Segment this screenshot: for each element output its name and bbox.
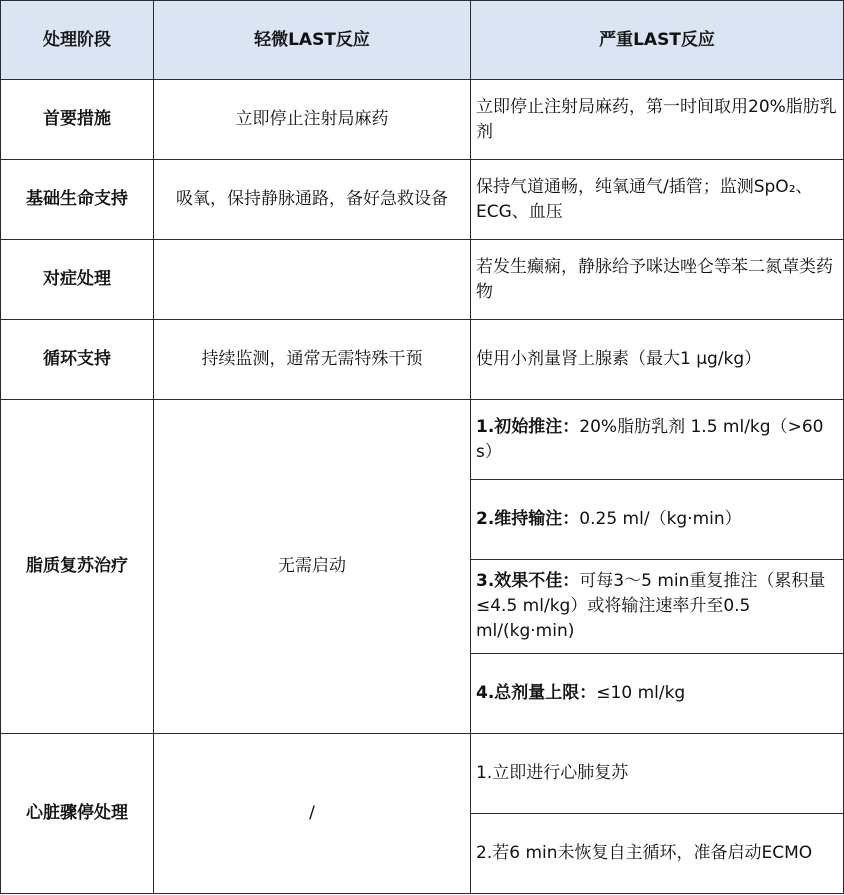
mild-cell: /	[154, 734, 471, 894]
item-label: 3.效果不佳：	[476, 571, 580, 591]
table-row	[1, 160, 844, 240]
item-label: 4.总剂量上限：	[476, 683, 597, 703]
severe-cell: 使用小剂量肾上腺素（最大1 μg/kg）	[471, 320, 844, 400]
stage-cell: 心脏骤停处理	[1, 734, 154, 894]
severe-cell	[471, 560, 844, 654]
header-severe: 严重LAST反应	[471, 1, 844, 80]
item-label: 1.初始推注：	[476, 416, 580, 437]
severe-cell	[471, 654, 844, 734]
stage-cell: 对症处理	[1, 240, 154, 320]
header-row	[1, 1, 844, 80]
item-text: 0.25 ml/（kg·min）	[579, 509, 742, 529]
table-row	[1, 320, 844, 400]
severe-cell: 2.若6 min未恢复自主循环，准备启动ECMO	[471, 814, 844, 894]
severe-cell: 立即停止注射局麻药，第一时间取用20%脂肪乳剂	[471, 80, 844, 160]
item-label: 2.维持输注：	[476, 509, 580, 529]
severe-cell: 保持气道通畅，纯氧通气/插管；监测SpO₂、ECG、血压	[471, 160, 844, 240]
header-mild: 轻微LAST反应	[154, 1, 471, 80]
severe-cell	[471, 480, 844, 560]
severe-cell	[471, 400, 844, 480]
mild-cell: 持续监测，通常无需特殊干预	[154, 320, 471, 400]
table-row	[1, 240, 844, 320]
item-text: 20%脂肪乳剂 1.5 ml/kg（>60 s）	[476, 416, 824, 462]
table-row	[1, 80, 844, 160]
header-stage: 处理阶段	[1, 1, 154, 80]
stage-cell: 首要措施	[1, 80, 154, 160]
stage-cell: 循环支持	[1, 320, 154, 400]
mild-cell: 无需启动	[154, 400, 471, 734]
severe-cell: 1.立即进行心肺复苏	[471, 734, 844, 814]
mild-cell: 吸氧，保持静脉通路，备好急救设备	[154, 160, 471, 240]
mild-cell: 立即停止注射局麻药	[154, 80, 471, 160]
table-row	[1, 400, 844, 480]
stage-cell: 基础生命支持	[1, 160, 154, 240]
mild-cell	[154, 240, 471, 320]
item-text: ≤10 ml/kg	[596, 683, 686, 703]
table-row	[1, 734, 844, 814]
item-text: 可每3～5 min重复推注（累积量≤4.5 ml/kg）或将输注速率升至0.5 ml/(kg·min)	[476, 571, 826, 641]
stage-cell: 脂质复苏治疗	[1, 400, 154, 734]
severe-cell: 若发生癫痫，静脉给予咪达唑仑等苯二氮䓬类药物	[471, 240, 844, 320]
